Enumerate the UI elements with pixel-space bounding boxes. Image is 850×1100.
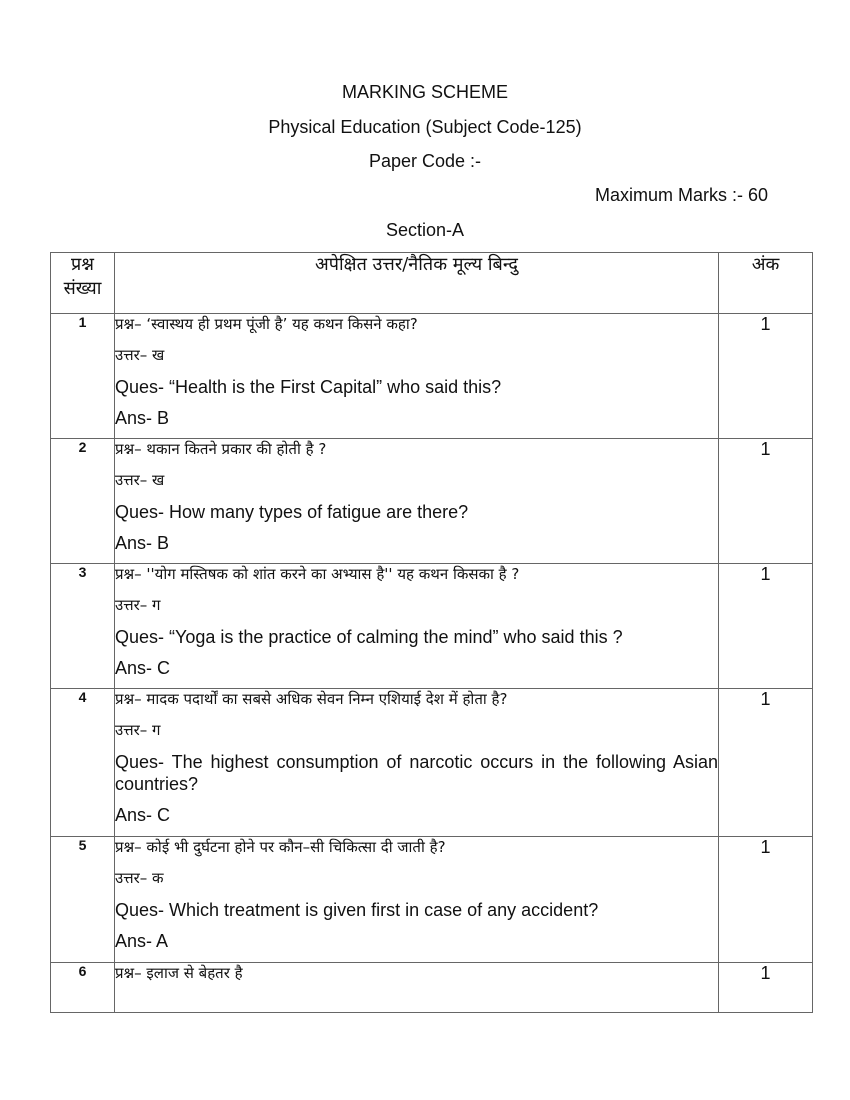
column-header-line: प्रश्न bbox=[71, 254, 94, 275]
answer-english: Ans- B bbox=[115, 408, 170, 428]
question-english: Ques- “Yoga is the practice of calming the mind” who said this ? bbox=[115, 627, 623, 647]
question-english: Ques- Which treatment is given first in case of any accident? bbox=[115, 900, 599, 920]
answer-english: Ans- A bbox=[115, 931, 169, 951]
answer-english: Ans- C bbox=[115, 805, 171, 825]
question-number: 4 bbox=[51, 689, 115, 837]
question-number: 1 bbox=[51, 314, 115, 439]
maximum-marks: Maximum Marks :- 60 bbox=[594, 185, 768, 205]
question-hindi: प्रश्न– इलाज से बेहतर है bbox=[115, 964, 243, 982]
question-number: 2 bbox=[51, 439, 115, 564]
answer-hindi: उत्तर– ख bbox=[115, 346, 165, 364]
marks-value: 1 bbox=[719, 837, 813, 963]
table-row bbox=[51, 837, 813, 963]
question-number: 3 bbox=[51, 564, 115, 689]
marks-value: 1 bbox=[719, 963, 813, 1013]
marks-value: 1 bbox=[719, 314, 813, 439]
table-row bbox=[51, 963, 813, 1013]
answer-cell bbox=[115, 963, 719, 1013]
marks-value: 1 bbox=[719, 439, 813, 564]
answer-hindi: उत्तर– ख bbox=[115, 471, 165, 489]
question-number: 6 bbox=[51, 963, 115, 1013]
question-hindi: प्रश्न– कोई भी दुर्घटना होने पर कौन–सी चिकित्सा दी जाती है? bbox=[115, 838, 446, 856]
paper-code: Paper Code :- bbox=[368, 151, 482, 171]
column-header-question-number bbox=[51, 253, 115, 314]
table-row bbox=[51, 689, 813, 837]
marks-value: 1 bbox=[719, 564, 813, 689]
question-hindi: प्रश्न– ''योग मस्तिषक को शांत करने का अभ्यास है'' यह कथन किसका है ? bbox=[115, 565, 520, 583]
question-english: Ques- “Health is the First Capital” who said this? bbox=[115, 377, 502, 397]
answer-hindi: उत्तर– क bbox=[115, 869, 164, 887]
marking-scheme-table bbox=[50, 252, 813, 1013]
table-header-row bbox=[51, 253, 813, 314]
answer-english: Ans- B bbox=[115, 533, 170, 553]
answer-cell bbox=[115, 439, 719, 564]
marks-value: 1 bbox=[719, 689, 813, 837]
answer-hindi: उत्तर– ग bbox=[115, 596, 161, 614]
subject-line: Physical Education (Subject Code-125) bbox=[268, 117, 582, 137]
table-row bbox=[51, 564, 813, 689]
table-row bbox=[51, 314, 813, 439]
question-number: 5 bbox=[51, 837, 115, 963]
question-english: Ques- How many types of fatigue are there? bbox=[115, 502, 469, 522]
question-hindi: प्रश्न– मादक पदार्थों का सबसे अधिक सेवन निम्न एशियाई देश में होता है? bbox=[115, 690, 508, 708]
document-title: MARKING SCHEME bbox=[341, 82, 509, 102]
question-english: Ques- The highest consumption of narcotic occurs in the following Asian countries? bbox=[115, 752, 718, 794]
answer-cell bbox=[115, 837, 719, 963]
question-hindi: प्रश्न– थकान कितने प्रकार की होती है ? bbox=[115, 440, 327, 458]
answer-cell bbox=[115, 564, 719, 689]
answer-english: Ans- C bbox=[115, 658, 171, 678]
column-header-expected-answer: अपेक्षित उत्तर/नैतिक मूल्य बिन्दु bbox=[115, 253, 719, 314]
column-header-line: संख्या bbox=[63, 278, 102, 299]
answer-hindi: उत्तर– ग bbox=[115, 721, 161, 739]
table-row bbox=[51, 439, 813, 564]
answer-cell bbox=[115, 314, 719, 439]
column-header-marks: अंक bbox=[719, 253, 813, 314]
section-title: Section-A bbox=[385, 220, 465, 240]
question-hindi: प्रश्न– ‘स्वास्थय ही प्रथम पूंजी है’ यह कथन किसने कहा? bbox=[115, 315, 418, 333]
answer-cell bbox=[115, 689, 719, 837]
